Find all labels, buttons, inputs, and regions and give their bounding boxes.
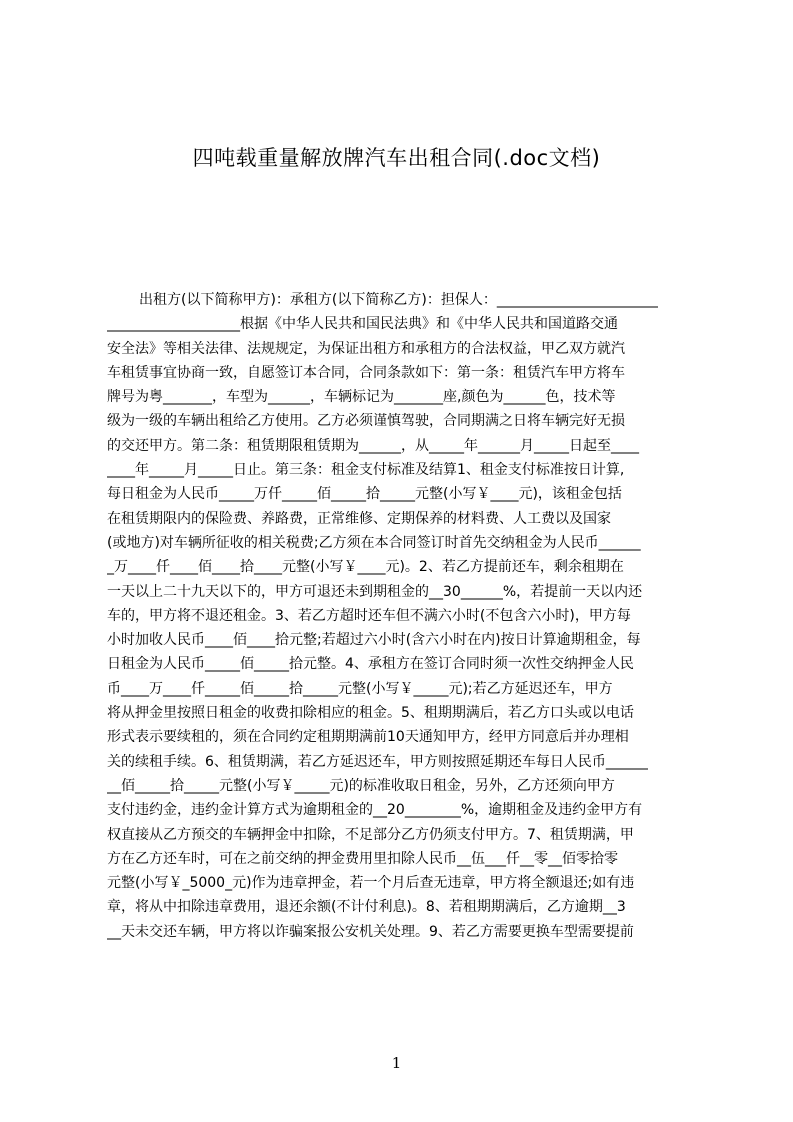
body-line: ___________________根据《中华人民共和国民法典》和《中华人民共和国道路交通	[107, 316, 618, 333]
body-line: 级为一级的车辆出租给乙方使用。乙方必须谨慎驾驶，合同期满之日将车辆完好无损	[107, 413, 625, 430]
body-line: 形式表示要续租的，须在合同约定租期期满前10天通知甲方，经甲方同意后并办理相	[107, 729, 629, 746]
body-line: 车的，甲方将不退还租金。3、若乙方超时还车但不满六小时(不包含六小时)，甲方每	[107, 607, 631, 624]
body-line: 车租赁事宜协商一致，自愿签订本合同，合同条款如下：第一条：租赁汽车甲方将车	[107, 364, 625, 381]
body-line: 在租赁期限内的保险费、养路费，正常维修、定期保养的材料费、人工费以及国家	[107, 510, 611, 527]
body-line: 元整(小写￥_5000_元)作为违章押金，若一个月后查无违章，甲方将全额退还;如有违	[107, 875, 635, 892]
body-line: 支付违约金，违约金计算方式为逾期租金的__20________%，逾期租金及违约金甲方有	[107, 802, 643, 819]
body-line: 一天以上二十九天以下的，甲方可退还未到期租金的__30______%，若提前一天以内还	[107, 583, 643, 600]
body-line: 的交还甲方。第二条：租赁期限租赁期为______，从_____年______月_____日起至____	[107, 437, 639, 454]
body-line: 关的续租手续。6、租赁期满，若乙方延迟还车，甲方则按照延期还车每日人民币______	[107, 753, 648, 770]
page-number: 1	[391, 1054, 402, 1072]
body-line: 安全法》等相关法律、法规规定，为保证出租方和承租方的合法权益，甲乙双方就汽	[107, 340, 625, 357]
body-line: 日租金为人民币_____佰_____拾元整。4、承租方在签订合同时须一次性交纳押金人民	[107, 656, 634, 673]
contract-body	[107, 288, 697, 944]
body-line: 币____万____仟_____佰_____拾_____元整(小写￥_____元);若乙方延迟还车，甲方	[107, 680, 613, 697]
document-title: 四吨载重量解放牌汽车出租合同(.doc文档)	[192, 146, 601, 170]
body-line: 将从押金里按照日租金的收费扣除相应的租金。5、租期期满后，若乙方口头或以电话	[107, 705, 634, 722]
body-line: (或地方)对车辆所征收的相关税费;乙方须在本合同签订时首先交纳租金为人民币______	[107, 534, 641, 551]
body-line: __佰_____拾_____元整(小写￥_____元)的标准收取日租金，另外，乙方还须向甲方	[107, 777, 615, 794]
body-line: 牌号为粤_______，车型为______，车辆标记为_______座,颜色为______色，技术等	[107, 389, 616, 406]
body-line: 出租方(以下简称甲方)：承租方(以下简称乙方)：担保人：_______________________	[139, 292, 658, 308]
body-line: ____年_____月_____日止。第三条：租金支付标准及结算1、租金支付标准按日计算,	[107, 462, 625, 479]
body-line: _万____仟____佰____拾____元整(小写￥____元)。2、若乙方提前还车，剩余租期在	[107, 559, 624, 576]
body-line: 方在乙方还车时，可在之前交纳的押金费用里扣除人民币__伍___仟__零__佰零拾零	[107, 850, 618, 867]
body-line: __天未交还车辆，甲方将以诈骗案报公安机关处理。9、若乙方需要更换车型需要提前	[107, 923, 634, 940]
body-line: 每日租金为人民币_____万仟_____佰_____拾_____元整(小写￥____元)，该租金包括	[107, 486, 622, 503]
body-line: 章，将从中扣除违章费用，退还余额(不计付利息)。8、若租期期满后，乙方逾期__3	[107, 899, 626, 916]
body-line: 小时加收人民币____佰____拾元整;若超过六小时(含六小时在内)按日计算逾期租金，每	[107, 632, 641, 649]
body-line: 权直接从乙方预交的车辆押金中扣除，不足部分乙方仍须支付甲方。7、租赁期满，甲	[107, 826, 634, 843]
